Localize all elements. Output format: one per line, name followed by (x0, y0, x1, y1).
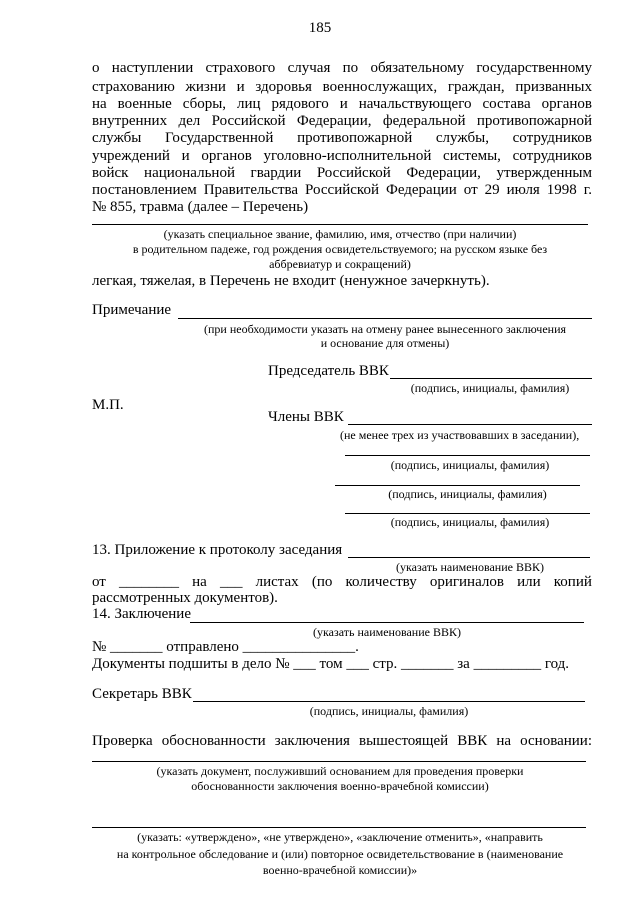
members-label: Члены ВВК (268, 409, 344, 425)
person-hint: (указать специальное звание, фамилию, имя, отчество (при наличии) (163, 227, 517, 241)
signature-hint: (подпись, инициалы, фамилия) (309, 704, 469, 718)
intro-line: на военные сборы, лиц рядового и начальствующего состава органов (92, 96, 592, 112)
item14-line (190, 622, 584, 623)
word: на (192, 574, 207, 590)
member-signature-line (345, 455, 590, 456)
person-line (92, 224, 588, 225)
secretary-line (193, 701, 585, 702)
item13-label: 13. Приложение к протоколу заседания (92, 542, 343, 558)
sent-line: № _______ отправлено _______________. (92, 639, 359, 655)
word: листах (255, 574, 299, 590)
review-input-line (92, 761, 586, 762)
intro-line: учреждений и органов уголовно-исполнительной системы, сотрудников (92, 148, 592, 164)
seal-label: М.П. (92, 397, 124, 413)
chairman-label: Председатель ВВК (268, 363, 389, 379)
review-line: Проверка обоснованности заключения вышестоящей ВВК на основании: (92, 733, 592, 749)
word: копий (553, 574, 592, 590)
intro-line: о наступлении страхового случая по обязательному государственному (92, 60, 592, 76)
intro-line: постановлением Правительства Российской Федерации от 29 июля 1998 г. (92, 182, 592, 198)
word: (по (311, 574, 333, 590)
item13-line2 (92, 574, 592, 591)
member-signature-line (345, 513, 590, 514)
person-hint: в родительном падеже, год рождения освидетельствуемого; на русском языке без (132, 242, 548, 256)
signature-hint: (подпись, инициалы, фамилия) (390, 515, 550, 529)
person-hint: аббревиатур и сокращений) (269, 257, 411, 271)
chairman-line (390, 378, 592, 379)
intro-line: № 855, травма (далее – Перечень) (92, 199, 309, 215)
note-line (178, 318, 592, 319)
word: ___ (219, 574, 243, 590)
members-hint: (не менее трех из участвовавших в заседании), (340, 428, 580, 442)
item14-label: 14. Заключение (92, 606, 191, 622)
decision-hint: (указать: «утверждено», «не утверждено», «заключение отменить», «направить (137, 830, 543, 844)
decision-line (92, 827, 586, 828)
page-number: 185 (308, 20, 332, 36)
filed-line: Документы подшиты в дело № ___ том ___ стр. _______ за _________ год. (92, 656, 570, 672)
secretary-label: Секретарь ВВК (92, 686, 192, 702)
members-line (348, 424, 592, 425)
decision-hint: военно-врачебной комиссии)» (262, 863, 418, 877)
note-hint: (при необходимости указать на отмену ранее вынесенного заключения (203, 322, 567, 336)
word: ________ (119, 574, 179, 590)
vvk-name-hint: (указать наименование ВВК) (396, 560, 544, 574)
signature-hint: (подпись, инициалы, фамилия) (388, 487, 547, 501)
decision-hint: на контрольное обследование и (или) повторное освидетельствование в (наименование (116, 847, 564, 861)
intro-line: войск национальной гвардии Российской Федерации, утвержденным (92, 165, 592, 181)
word: оригиналов (429, 574, 504, 590)
intro-line: службы Государственной противопожарной службы, сотрудников (92, 130, 592, 146)
word: количеству (345, 574, 417, 590)
vvk-name-hint: (указать наименование ВВК) (313, 625, 461, 639)
word: или (517, 574, 541, 590)
item13-line3: рассмотренных документов). (92, 590, 278, 606)
note-hint: и основание для отмены) (320, 336, 450, 350)
item13-line (348, 557, 590, 558)
injury-degree: легкая, тяжелая, в Перечень не входит (ненужное зачеркнуть). (92, 273, 490, 289)
intro-line: внутренних дел Российской Федерации, федеральной противопожарной (92, 113, 592, 129)
review-hint: обоснованности заключения военно-врачебной комиссии) (191, 779, 489, 793)
note-label: Примечание (92, 302, 172, 318)
review-hint: (указать документ, послуживший основанием для проведения проверки (156, 764, 524, 778)
signature-hint: (подпись, инициалы, фамилия) (390, 458, 550, 472)
member-signature-line (335, 485, 580, 486)
word: от (92, 574, 106, 590)
signature-hint: (подпись, инициалы, фамилия) (410, 381, 570, 395)
intro-line: страхованию жизни и здоровья военнослужащих, граждан, призванных (92, 79, 592, 95)
